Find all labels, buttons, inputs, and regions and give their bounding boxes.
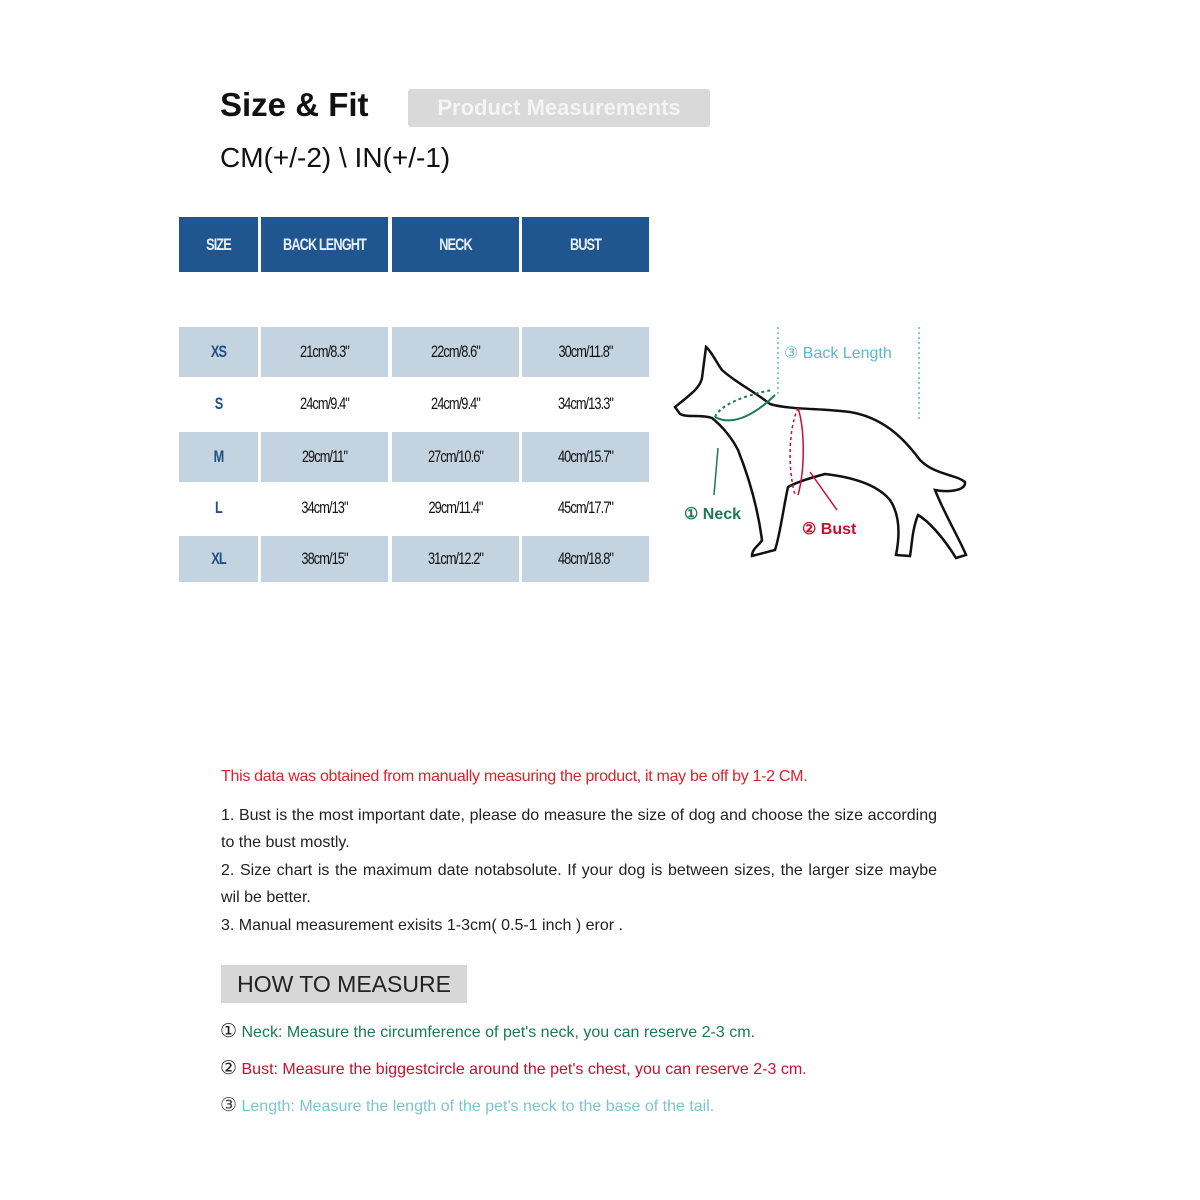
measurement-value: 34cm/13" (301, 498, 348, 517)
measurement-value: 27cm/10.6" (427, 447, 484, 466)
size-label: S (214, 394, 223, 413)
measurement-value: 31cm/12.2" (427, 549, 484, 568)
measurement-value: 29cm/11" (301, 447, 348, 466)
size-label: M (213, 447, 224, 466)
how-to-length (220, 1094, 714, 1117)
neck-label: ① Neck (684, 506, 742, 523)
bust-label: ② Bust (802, 521, 857, 538)
column-header: BUST (569, 234, 602, 254)
how-to-bust-text: Bust: Measure the biggestcircle around the pet's chest, you can reserve 2-3 cm. (241, 1061, 807, 1078)
column-header: NECK (439, 234, 472, 254)
measurement-value: 45cm/17.7" (557, 498, 614, 517)
tolerance-label: CM(+/-2) \ IN(+/-1) (220, 142, 451, 173)
number-circle-icon: ③ (220, 1095, 238, 1116)
measurement-value: 24cm/9.4" (431, 394, 480, 413)
how-to-neck (220, 1020, 755, 1043)
measurement-value: 30cm/11.8" (558, 342, 613, 361)
how-to-bust (220, 1057, 807, 1080)
column-header: BACK LENGHT (283, 234, 366, 254)
size-label: L (215, 498, 222, 517)
measurement-value: 22cm/8.6" (431, 342, 480, 361)
product-measurements-badge: Product Measurements (408, 89, 710, 127)
measurement-value: 24cm/9.4" (300, 394, 349, 413)
number-circle-icon: ② (220, 1058, 238, 1079)
note-item-3: 3. Manual measurement exisits 1-3cm( 0.5-1 inch ) eror . (221, 917, 623, 934)
column-header: SIZE (206, 234, 231, 254)
how-to-length-text: Length: Measure the length of the pet's neck to the base of the tail. (241, 1098, 715, 1115)
size-label: XL (211, 549, 226, 568)
how-to-neck-text: Neck: Measure the circumference of pet's neck, you can reserve 2-3 cm. (241, 1024, 755, 1041)
measurement-value: 40cm/15.7" (557, 447, 614, 466)
note-item-2: 2. Size chart is the maximum date notabsolute. If your dog is between sizes, the larger size maybe wil be better. (221, 862, 937, 906)
size-label: XS (210, 342, 227, 361)
measurement-value: 48cm/18.8" (557, 549, 614, 568)
disclaimer-note: This data was obtained from manually measuring the product, it may be off by 1-2 CM. (221, 768, 808, 785)
note-item-1: 1. Bust is the most important date, please do measure the size of dog and choose the size according to the bust mostly. (221, 807, 937, 851)
measurement-value: 34cm/13.3" (557, 394, 614, 413)
measurement-value: 29cm/11.4" (428, 498, 483, 517)
measurement-value: 21cm/8.3" (300, 342, 349, 361)
number-circle-icon: ① (220, 1021, 238, 1042)
back-length-label: ③ Back Length (784, 345, 892, 362)
page-title: Size & Fit (220, 86, 369, 123)
measurement-value: 38cm/15" (301, 549, 348, 568)
how-to-measure-heading: HOW TO MEASURE (221, 965, 467, 1003)
